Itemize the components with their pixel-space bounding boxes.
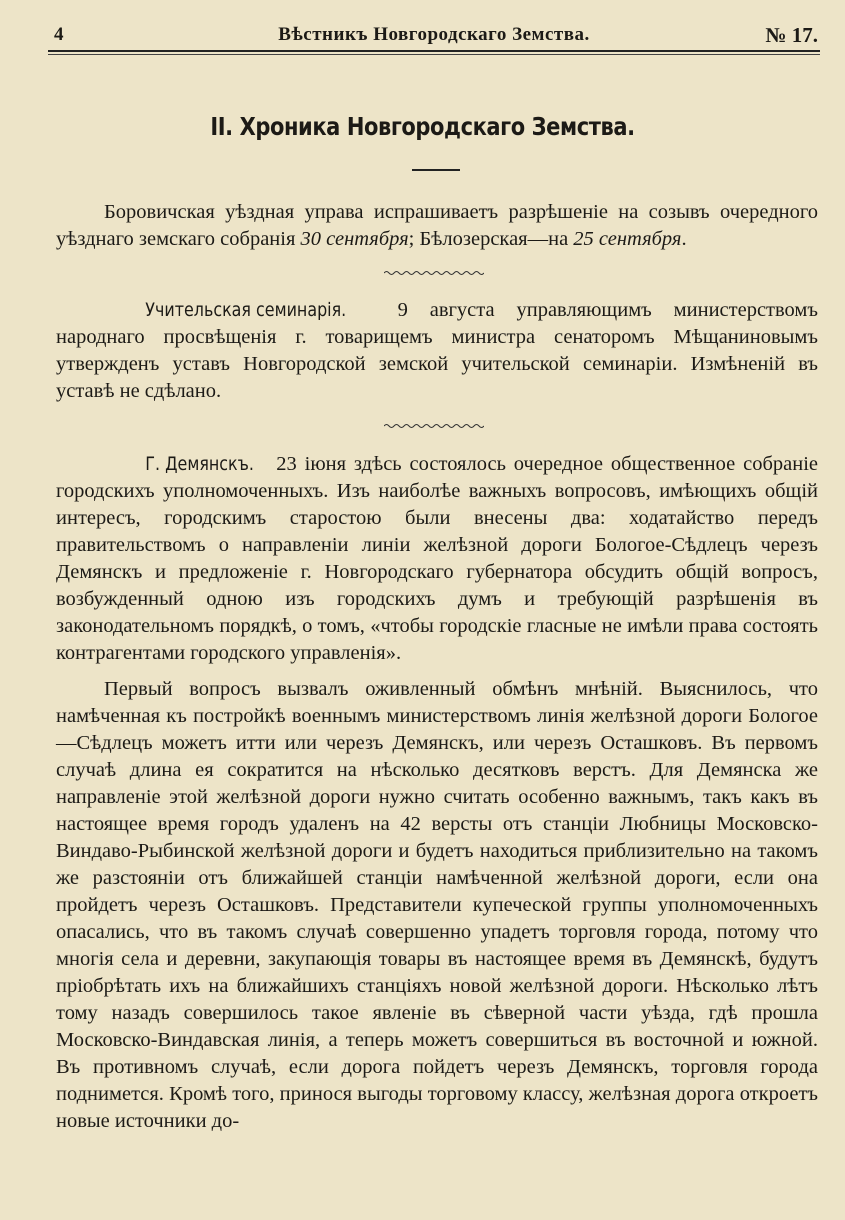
text: 9 августа управляющимъ министерствомъ народнаго просвѣщенія г. товарищемъ министра сенаторомъ Мѣщаниновымъ утвержденъ уставъ Новгородской земской учительской семинаріи. Измѣненій въ уставѣ не сдѣлано.: [56, 299, 818, 402]
text: 23 іюня здѣсь состоялось очередное общественное собраніе городскихъ уполномоченныхъ. Изъ наиболѣе важныхъ вопросовъ, имѣющихъ общій интересъ, городскимъ старостою были внесены два: ходатайство передъ правительствомъ о направленіи линіи желѣзной дороги Бологое-Сѣдлецъ черезъ Демянскъ и предложеніе г. Новгородскаго губернатора обсудить общій вопросъ, возбужденный одною изъ городскихъ думъ и требующій разрѣшенія въ законодательномъ порядкѣ, о томъ, «чтобы городскіе гласные не имѣли права состоять контрагентами городского управленія».: [56, 453, 818, 664]
page-number: 4: [54, 24, 64, 45]
paragraph-seminary: [56, 297, 818, 405]
text: .: [681, 228, 687, 250]
issue-number: № 17.: [765, 23, 818, 47]
wavy-divider: [384, 270, 484, 276]
text: ; Бѣлозерская—на: [408, 228, 574, 250]
header-rule: [48, 50, 820, 52]
date-italic: 30 сентября: [300, 228, 409, 250]
paragraph-lead: Учительская семинарія.: [145, 300, 347, 321]
wavy-divider-icon: [384, 270, 484, 276]
paragraph-demyansk: [56, 451, 818, 667]
text: Первый вопросъ вызвалъ оживленный обмѣнъ мнѣній. Выяснилось, что намѣченная къ постройкѣ военнымъ министерствомъ линія желѣзной дороги Бологое—Сѣдлецъ можетъ итти или черезъ Демянскъ, или черезъ Осташковъ. Въ первомъ случаѣ длина ея сократится на нѣсколько десятковъ верстъ. Для Демянска же направленіе этой желѣзной дороги нужно считать особенно важнымъ, такъ какъ въ настоящее время городъ удаленъ на 42 версты отъ станціи Любницы Московско-Виндаво-Рыбинской желѣзной дороги и будетъ находиться приблизительно на такомъ же разстояніи отъ ближайшей станціи намѣченной желѣзной дороги, если она пройдетъ черезъ Осташковъ. Представители купеческой группы уполномоченныхъ опасались, что въ такомъ случаѣ совершенно упадетъ торговля города, потому что многія села и деревни, закупающія товары въ настоящее время въ Демянскѣ, будутъ пріобрѣтать ихъ на ближайшихъ станціяхъ новой желѣзной дороги. Нѣсколько лѣтъ тому назадъ совершилось такое явленіе въ сѣверной части уѣзда, гдѣ прошла Московско-Виндавская линія, а теперь можетъ совершиться въ восточной и южной. Въ противномъ случаѣ, если дорога пойдетъ черезъ Демянскъ, торговля города поднимется. Кромѣ того, принося выгоды торговому классу, желѣзная дорога откроетъ новые источники до-: [56, 678, 818, 1132]
running-header: [48, 22, 820, 52]
date-italic: 25 сентября: [573, 228, 682, 250]
journal-title: Вѣстникъ Новгородскаго Земства.: [278, 24, 590, 45]
title-divider: [412, 169, 460, 171]
text: Боровичская уѣздная управа испрашиваетъ разрѣшеніе на созывъ очередного уѣзднаго земскаго собранія: [56, 201, 818, 250]
paragraph-railway: [56, 676, 818, 1135]
paragraph-lead: Г. Демянскъ.: [145, 454, 254, 475]
section-title: II. Хроника Новгородскаго Земства.: [210, 112, 635, 141]
wavy-divider-icon: [384, 423, 484, 429]
paragraph-borovichi: [56, 199, 818, 253]
header-rule-thin: [48, 54, 820, 55]
wavy-divider: [384, 423, 484, 429]
